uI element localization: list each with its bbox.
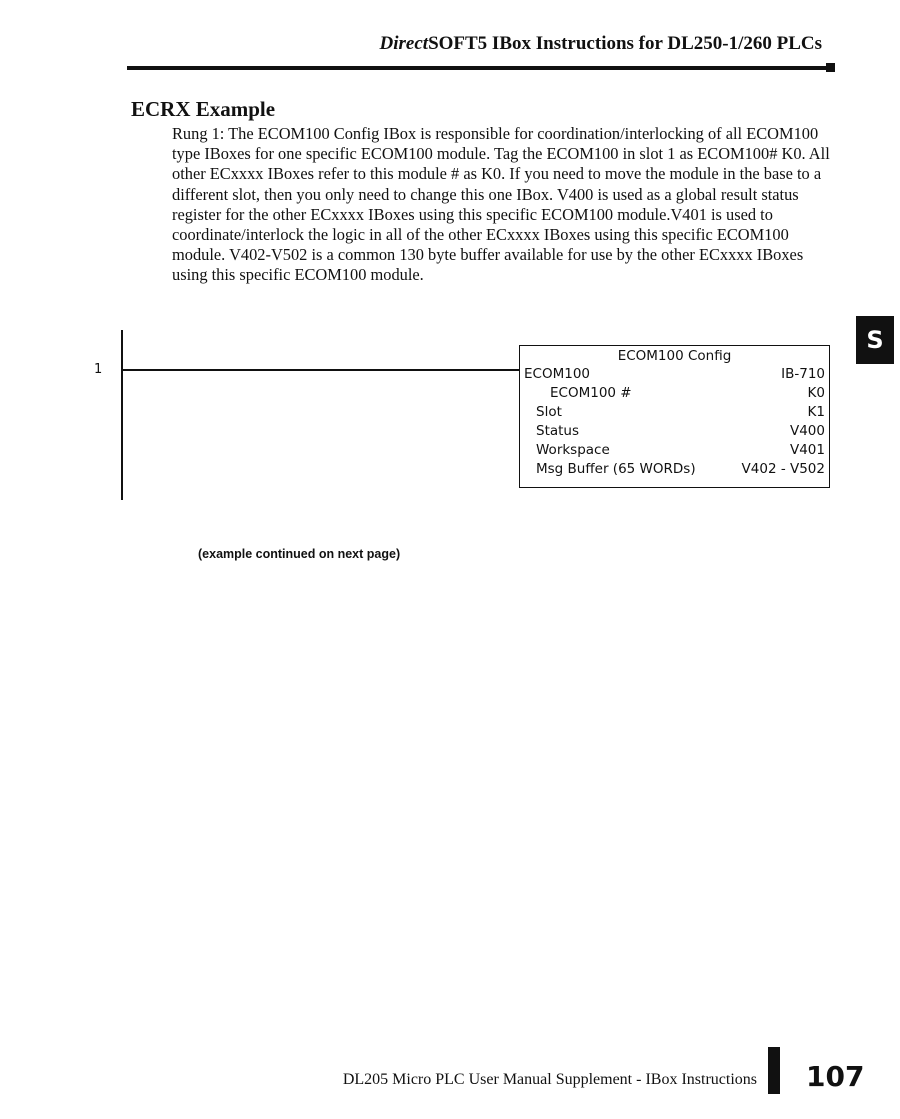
header-rule-endcap (826, 63, 835, 72)
section-body-text: Rung 1: The ECOM100 Config IBox is responsible for coordination/interlocking of all ECOM100 type IBoxes for one specific ECOM100 module. Tag the ECOM100 in slot 1 as ECOM100# K0. All other ECxxxx IBoxes refer to this module # as K0. If you need to move the module in the base to a different slot, then you only need to change this one IBox. V400 is used as a global result status register for the other ECxxxx IBoxes using this specific ECOM100 module.V401 is used to coordinate/interlock the logic in all of the other ECxxxx IBoxes using this specific ECOM100 module. V402-V502 is a common 130 byte buffer available for use by the other ECxxxx IBoxes using this specific ECOM100 module. (172, 124, 830, 285)
ecom100-config-ibox (519, 345, 830, 488)
continued-note: (example continued on next page) (198, 547, 401, 561)
ibox-id: IB-710 (781, 366, 825, 382)
ibox-param-value: V402 - V502 (741, 461, 825, 477)
section-side-tab: S (856, 316, 894, 364)
ibox-param-value: V401 (789, 442, 825, 458)
running-header (380, 33, 822, 55)
ibox-param-label: Slot (536, 404, 562, 420)
section-title: ECRX Example (131, 97, 276, 121)
ibox-param-value: V400 (789, 423, 825, 439)
footer-text: DL205 Micro PLC User Manual Supplement - IBox Instructions (342, 1071, 757, 1088)
ibox-header-row (520, 366, 829, 385)
ibox-param-row (520, 442, 829, 461)
ibox-param-label: ECOM100 # (550, 385, 632, 401)
ibox-param-row (520, 385, 829, 404)
ibox-title: ECOM100 Config (617, 348, 732, 364)
rung-wire (122, 369, 520, 371)
ibox-param-label: Workspace (536, 442, 610, 458)
ibox-param-label: Status (536, 423, 580, 439)
ibox-param-value: K0 (807, 385, 825, 401)
ibox-param-row (520, 423, 829, 442)
ibox-param-row (520, 404, 829, 423)
header-brand: Direct (379, 33, 429, 54)
header-title-text: SOFT5 IBox Instructions for DL250-1/260 PLCs (428, 33, 822, 54)
footer-bar (768, 1047, 780, 1094)
ibox-param-row (520, 461, 829, 480)
header-rule (127, 66, 829, 70)
left-power-rail (121, 330, 123, 500)
page-number: 107 (806, 1060, 865, 1093)
rung-number: 1 (94, 362, 103, 377)
ibox-name: ECOM100 (524, 366, 590, 382)
ibox-param-label: Msg Buffer (65 WORDs) (536, 461, 696, 477)
ibox-param-value: K1 (807, 404, 825, 420)
